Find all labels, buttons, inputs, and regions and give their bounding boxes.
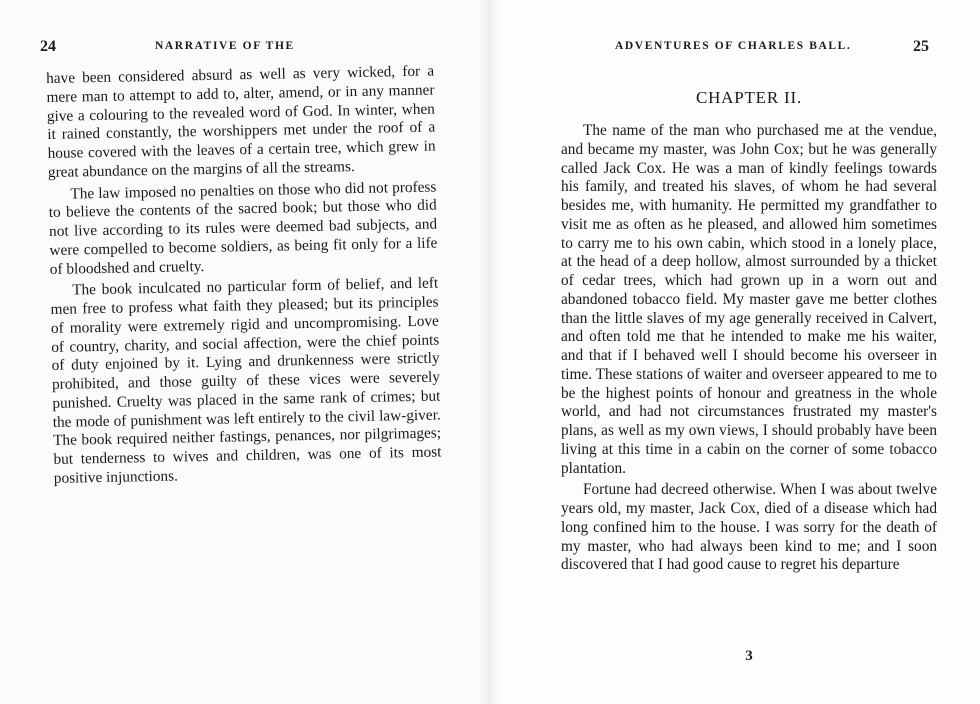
- right-page-number: 25: [913, 38, 929, 55]
- left-running-head: NARRATIVE OF THE: [155, 40, 295, 52]
- left-text-column: [46, 63, 442, 489]
- signature-mark: 3: [745, 648, 753, 664]
- left-paragraph-1: have been considered absurd as well as very wicked, for a mere man to attempt to add to, alter, amend, or in any manner give a colouring to the revealed word of God. In winter, when it rained constantly, the worshippers met under the roof of a house covered with the leaves of a certain tree, which grew in great abundance on the margins of all the streams.: [46, 62, 436, 181]
- left-paragraph-2: The law imposed no penalties on those who did not profess to believe the contents of the sacred book; but those who did not live according to its rules were deemed bad subjects, and were compelled to become soldiers, as being fit only for a life of bloodshed and cruelty.: [48, 178, 438, 278]
- right-paragraph-2: Fortune had decreed otherwise. When I was about twelve years old, my master, Jack Cox, died of a disease which had long confined him to the house. I was sorry for the death of my master, who had always been kind to me; and I soon discovered that I had good cause to regret his departure: [561, 481, 937, 574]
- left-page-number: 24: [40, 38, 56, 55]
- right-paragraph-1: The name of the man who purchased me at the vendue, and became my master, was John Cox; but he was generally called Jack Cox. He was a man of kindly feelings towards his family, and treated his slaves, of whom he had several besides me, with humanity. He permitted my grandfather to visit me as often as he pleased, and allowed him sometimes to carry me to his own cabin, which stood in a lonely place, at the head of a deep hollow, almost surrounded by a thicket of cedar trees, which had grown up in a worn out and abandoned tobacco field. My master gave me better clothes than the little slaves of my age generally received in Calvert, and often told me that he intended to make me his waiter, and that if I behaved well I should become his overseer in time. These stations of waiter and overseer appeared to me to be the highest points of honour and greatness in the whole world, and had not circumstances frustrated my master's plans, as well as my own views, I should probably have been living at this time in a cabin on the corner of some tobacco plantation.: [561, 122, 937, 477]
- book-gutter: [478, 0, 502, 704]
- right-running-head: ADVENTURES OF CHARLES BALL.: [615, 40, 852, 52]
- chapter-heading: CHAPTER II.: [695, 88, 803, 107]
- right-text-column: [561, 122, 937, 575]
- left-paragraph-3: The book inculcated no particular form of belief, and left men free to profess what faith they pleased; but its principles of morality were extremely rigid and uncompromising. Love of country, charity, and social affection, were the chief points of duty enjoined by it. Lying and drunkenness were strictly prohibited, and those guilty of these vices were severely punished. Cruelty was placed in the same rank of crimes; but the mode of punishment was left entirely to the civil law-giver. The book required neither fastings, penances, nor pilgrimages; but tenderness to wives and children, was one of its most positive injunctions.: [50, 274, 442, 487]
